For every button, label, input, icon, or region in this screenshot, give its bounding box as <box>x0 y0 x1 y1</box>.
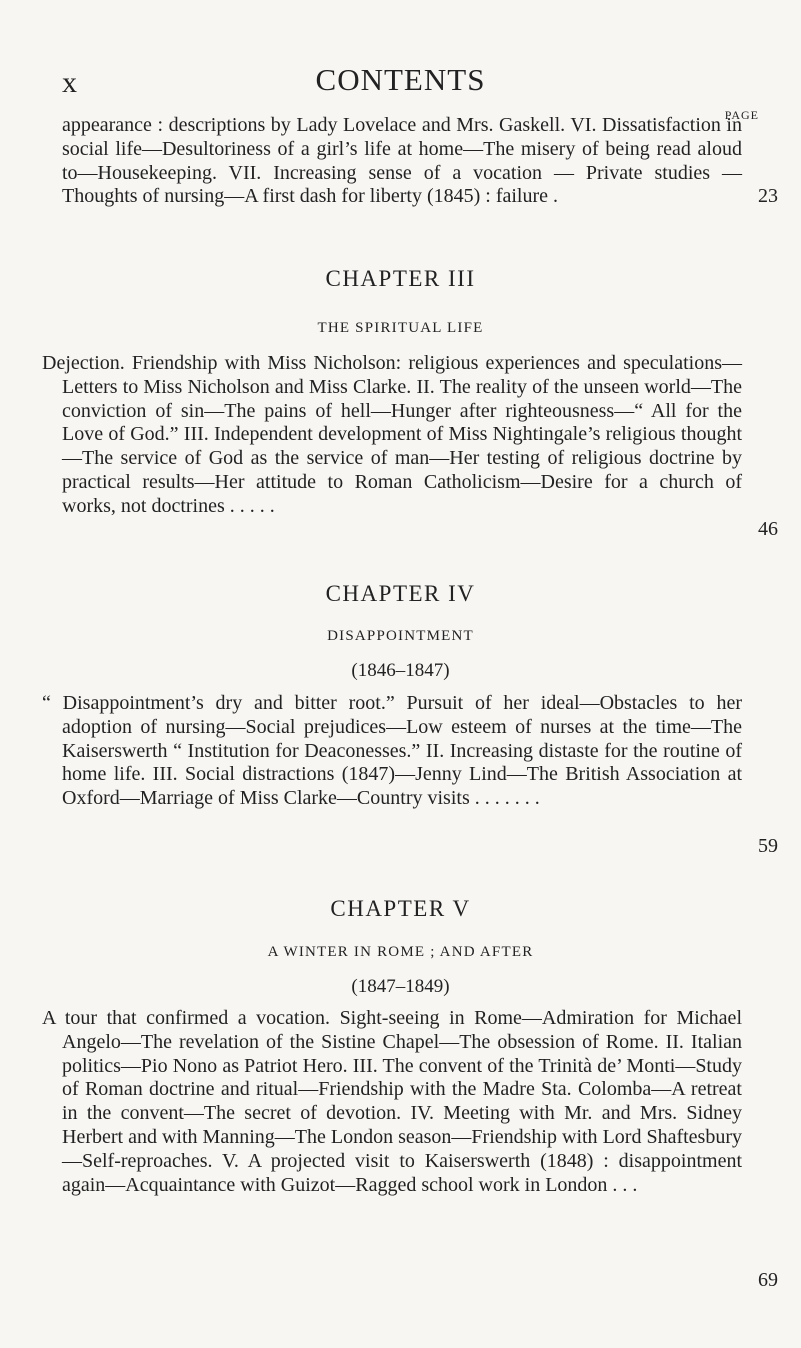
chapter-title: CHAPTER III <box>325 266 476 291</box>
chapter-summary: A tour that confirmed a vocation. Sight-seeing in Rome—Admiration for Michael Angelo—The revelation of the Sistine Chapel—The obsession of Rome. II. Italian politics—Pio Nono as Patriot Hero. III. The convent of the Trinità de’ Monti—Study of Roman doctrine and ritual—Friendship with the Madre Sta. Colomba—A retreat in the convent—The secret of devotion. IV. Meeting with Mr. and Mrs. Sidney Herbert and with Manning—The London season—Friendship with Lord Shaftesbury—Self-reproaches. V. A projected visit to Kaiserswerth (1848) : disappointment again—Acquaintance with Guizot—Ragged school work in London . . . <box>42 1007 742 1196</box>
chapter-title: CHAPTER IV <box>325 581 476 606</box>
page-number: 59 <box>758 835 778 857</box>
page-number: 23 <box>758 185 778 207</box>
chapter-summary-block <box>42 692 778 857</box>
folio: x <box>62 66 78 99</box>
chapter-subtitle: DISAPPOINTMENT <box>327 628 474 644</box>
page-column-label: PAGE <box>724 108 759 122</box>
chapter-summary: Dejection. Friendship with Miss Nicholson: religious experiences and speculations—Letters to Miss Nicholson and Miss Clarke. II. The reality of the unseen world—The conviction of sin—The pains of hell—Hunger after righteousness—“ All for the Love of God.” III. Independent development of Miss Nightingale’s religious thought—The service of God as the service of man—Her testing of religious doctrine by practical results—Her attitude to Roman Catholicism—Desire for a church of works, not doctrines . . . . . <box>42 352 742 517</box>
chapter-dates: (1847–1849) <box>351 976 450 997</box>
chapter-summary-block <box>42 352 778 540</box>
chapter-summary: “ Disappointment’s dry and bitter root.” Pursuit of her ideal—Obstacles to her adoption of nursing—Social prejudices—Low esteem of nurses at the time—The Kaiserswerth “ Institution for Deaconesses.” II. Increasing distaste for the routine of home life. III. Social distractions (1847)—Jenny Lind—The British Association at Oxford—Marriage of Miss Clarke—Country visits . . . . . . . <box>42 692 742 810</box>
page-header <box>0 62 801 102</box>
entry-summary: appearance : descriptions by Lady Lovelace and Mrs. Gaskell. VI. Dissatisfaction in social life—Desultoriness of a girl’s life at home—The misery of being read aloud to—Housekeeping. VII. Increasing sense of a vocation — Private studies — Thoughts of nursing—A first dash for liberty (1845) : failure . <box>62 114 742 208</box>
chapter-subtitle: THE SPIRITUAL LIFE <box>317 320 484 336</box>
chapter-summary-block <box>42 1007 778 1291</box>
chapter-dates: (1846–1847) <box>351 660 450 681</box>
page-number: 69 <box>758 1269 778 1291</box>
page-number: 46 <box>758 518 778 540</box>
chapter-subtitle: A WINTER IN ROME ; AND AFTER <box>267 944 534 960</box>
chapter-title: CHAPTER V <box>330 896 471 921</box>
running-head: CONTENTS <box>315 62 486 97</box>
